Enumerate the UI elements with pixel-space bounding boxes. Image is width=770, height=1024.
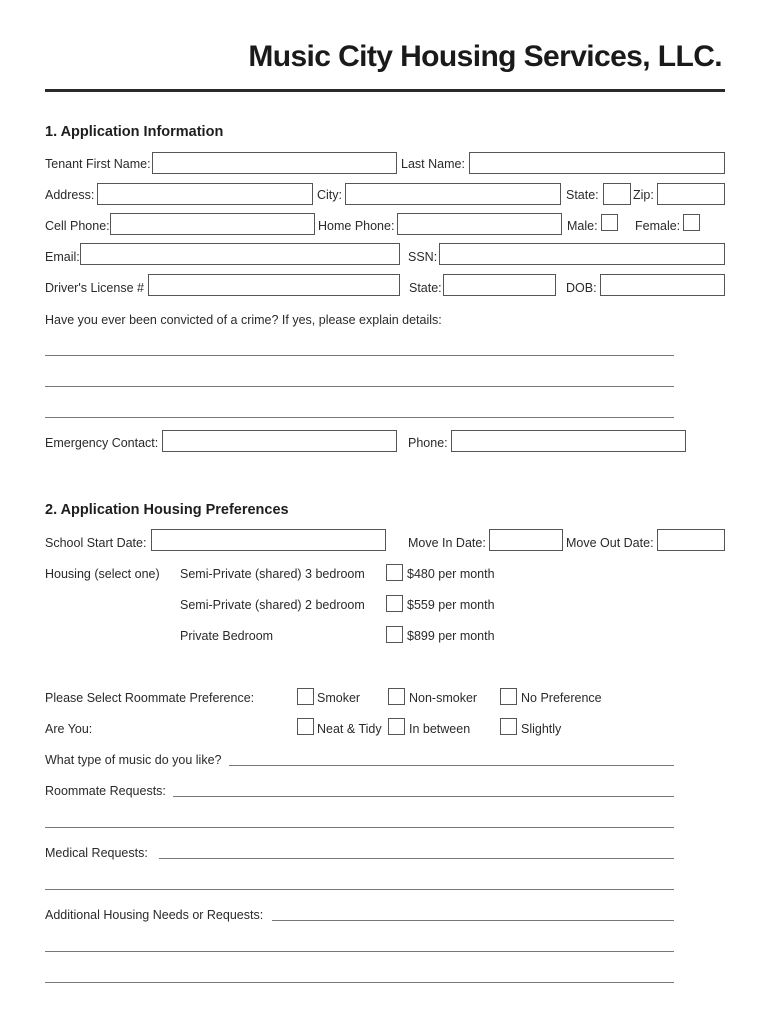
phone-label: Phone: bbox=[408, 436, 448, 450]
drivers-license-label: Driver's License # bbox=[45, 281, 144, 295]
state-field[interactable] bbox=[603, 183, 631, 205]
emergency-contact-label: Emergency Contact: bbox=[45, 436, 159, 450]
section-2-heading: 2. Application Housing Preferences bbox=[45, 502, 289, 518]
in-between-checkbox[interactable] bbox=[388, 718, 405, 735]
tenant-first-name-field[interactable] bbox=[152, 152, 397, 174]
housing-option-label: Private Bedroom bbox=[180, 629, 274, 643]
dl-state-field[interactable] bbox=[443, 274, 556, 296]
emergency-contact-field[interactable] bbox=[162, 430, 397, 452]
zip-label: Zip: bbox=[633, 188, 654, 202]
housing-label: Housing (select one) bbox=[45, 567, 160, 581]
non-smoker-checkbox[interactable] bbox=[388, 688, 405, 705]
state-label: State: bbox=[566, 188, 599, 202]
housing-option-price: $899 per month bbox=[407, 629, 495, 643]
ssn-field[interactable] bbox=[439, 243, 725, 265]
last-name-label: Last Name: bbox=[401, 157, 465, 171]
music-question-label: What type of music do you like? bbox=[45, 753, 222, 767]
additional-requests-line-2[interactable] bbox=[45, 951, 674, 952]
non-smoker-label: Non-smoker bbox=[409, 691, 478, 705]
home-phone-field[interactable] bbox=[397, 213, 562, 235]
medical-requests-line-2[interactable] bbox=[45, 889, 674, 890]
page-title: Music City Housing Services, LLC. bbox=[248, 40, 722, 73]
male-checkbox[interactable] bbox=[601, 214, 618, 231]
neat-tidy-label: Neat & Tidy bbox=[317, 722, 382, 736]
roommate-requests-label: Roommate Requests: bbox=[45, 784, 166, 798]
roommate-preference-label: Please Select Roommate Preference: bbox=[45, 691, 255, 705]
tenant-first-name-label: Tenant First Name: bbox=[45, 157, 151, 171]
home-phone-label: Home Phone: bbox=[318, 219, 395, 233]
email-field[interactable] bbox=[80, 243, 400, 265]
smoker-label: Smoker bbox=[317, 691, 361, 705]
housing-option-price: $559 per month bbox=[407, 598, 495, 612]
additional-requests-line-3[interactable] bbox=[45, 982, 674, 983]
drivers-license-field[interactable] bbox=[148, 274, 400, 296]
slightly-label: Slightly bbox=[521, 722, 562, 736]
male-label: Male: bbox=[567, 219, 598, 233]
in-between-label: In between bbox=[409, 722, 471, 736]
housing-option-price: $480 per month bbox=[407, 567, 495, 581]
dob-field[interactable] bbox=[600, 274, 725, 296]
slightly-checkbox[interactable] bbox=[500, 718, 517, 735]
crime-details-line-2[interactable] bbox=[45, 386, 674, 387]
move-in-date-field[interactable] bbox=[489, 529, 563, 551]
no-preference-label: No Preference bbox=[521, 691, 602, 705]
move-in-date-label: Move In Date: bbox=[408, 536, 486, 550]
cell-phone-field[interactable] bbox=[110, 213, 315, 235]
smoker-checkbox[interactable] bbox=[297, 688, 314, 705]
medical-requests-label: Medical Requests: bbox=[45, 846, 148, 860]
section-1-heading: 1. Application Information bbox=[45, 124, 224, 140]
last-name-field[interactable] bbox=[469, 152, 725, 174]
crime-details-line-1[interactable] bbox=[45, 355, 674, 356]
zip-field[interactable] bbox=[657, 183, 725, 205]
move-out-date-field[interactable] bbox=[657, 529, 725, 551]
are-you-label: Are You: bbox=[45, 722, 93, 736]
neat-tidy-checkbox[interactable] bbox=[297, 718, 314, 735]
ssn-label: SSN: bbox=[408, 250, 438, 264]
address-field[interactable] bbox=[97, 183, 313, 205]
no-preference-checkbox[interactable] bbox=[500, 688, 517, 705]
address-label: Address: bbox=[45, 188, 95, 202]
emergency-phone-field[interactable] bbox=[451, 430, 686, 452]
dl-state-label: State: bbox=[409, 281, 442, 295]
music-answer-line[interactable] bbox=[229, 765, 674, 766]
housing-option-checkbox[interactable] bbox=[386, 564, 403, 581]
housing-option-checkbox[interactable] bbox=[386, 595, 403, 612]
email-label: Email: bbox=[45, 250, 80, 264]
roommate-requests-line-1[interactable] bbox=[173, 796, 674, 797]
school-start-date-label: School Start Date: bbox=[45, 536, 147, 550]
housing-option-label: Semi-Private (shared) 2 bedroom bbox=[180, 598, 365, 612]
crime-details-line-3[interactable] bbox=[45, 417, 674, 418]
housing-option-label: Semi-Private (shared) 3 bedroom bbox=[180, 567, 365, 581]
crime-question: Have you ever been convicted of a crime? If yes, please explain details: bbox=[45, 313, 442, 327]
female-label: Female: bbox=[635, 219, 681, 233]
dob-label: DOB: bbox=[566, 281, 597, 295]
medical-requests-line-1[interactable] bbox=[159, 858, 674, 859]
additional-requests-line-1[interactable] bbox=[272, 920, 674, 921]
additional-requests-label: Additional Housing Needs or Requests: bbox=[45, 908, 264, 922]
header-divider bbox=[45, 89, 725, 92]
female-checkbox[interactable] bbox=[683, 214, 700, 231]
housing-option-checkbox[interactable] bbox=[386, 626, 403, 643]
school-start-date-field[interactable] bbox=[151, 529, 386, 551]
move-out-date-label: Move Out Date: bbox=[566, 536, 654, 550]
city-field[interactable] bbox=[345, 183, 561, 205]
roommate-requests-line-2[interactable] bbox=[45, 827, 674, 828]
city-label: City: bbox=[317, 188, 342, 202]
cell-phone-label: Cell Phone: bbox=[45, 219, 110, 233]
